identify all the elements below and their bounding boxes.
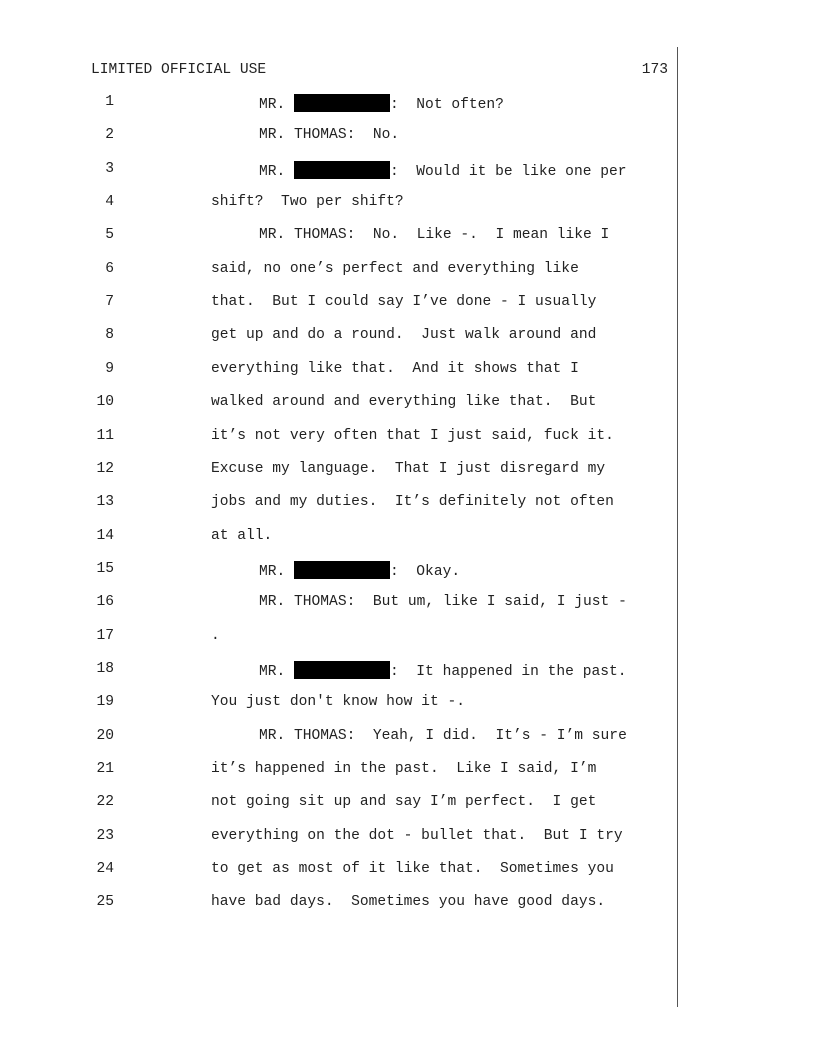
line-text-segment: not going sit up and say I’m perfect. I get	[211, 794, 597, 811]
line-number: 13	[96, 494, 114, 511]
redaction-block	[294, 561, 390, 579]
transcript-line	[0, 428, 676, 448]
line-number: 8	[105, 327, 114, 344]
transcript-line	[0, 461, 676, 481]
line-text-segment: have bad days. Sometimes you have good days.	[211, 894, 606, 911]
right-margin-rule	[677, 47, 678, 1007]
transcript-line	[0, 561, 676, 581]
line-number: 20	[96, 727, 114, 744]
line-text	[211, 261, 579, 277]
line-text-segment: .	[211, 627, 220, 644]
line-number: 7	[105, 294, 114, 311]
line-number: 5	[105, 227, 114, 244]
transcript-line	[0, 528, 676, 548]
line-text-segment: it’s not very often that I just said, fuck it.	[211, 427, 614, 444]
transcript-line	[0, 828, 676, 848]
line-text-segment: said, no one’s perfect and everything like	[211, 260, 579, 277]
line-text-segment: everything like that. And it shows that I	[211, 360, 579, 377]
line-text-segment: to get as most of it like that. Sometimes you	[211, 861, 614, 878]
line-text	[259, 227, 609, 243]
line-number: 3	[105, 160, 114, 177]
transcript-line	[0, 661, 676, 681]
redaction-block	[294, 161, 390, 179]
line-text-segment: walked around and everything like that. But	[211, 394, 597, 411]
line-text	[211, 761, 596, 777]
transcript-line	[0, 894, 676, 914]
line-number: 17	[96, 627, 114, 644]
line-number: 10	[96, 394, 114, 411]
line-number: 11	[96, 427, 114, 444]
line-text	[211, 194, 404, 210]
line-number: 23	[96, 827, 114, 844]
line-text	[211, 794, 596, 810]
line-text-segment: everything on the dot - bullet that. But I try	[211, 827, 623, 844]
redaction-block	[294, 661, 390, 679]
transcript-line	[0, 794, 676, 814]
transcript-line	[0, 694, 676, 714]
line-text-segment: : Okay.	[390, 563, 461, 580]
line-text-segment: You just don't know how it -.	[211, 694, 465, 711]
line-text-segment: it’s happened in the past. Like I said, I’m	[211, 761, 597, 777]
line-text	[211, 861, 614, 877]
transcript-line	[0, 194, 676, 214]
transcript-line	[0, 94, 676, 114]
line-number: 24	[96, 861, 114, 878]
line-text	[211, 628, 220, 644]
line-number: 16	[96, 594, 114, 611]
line-text-segment: MR. THOMAS: But um, like I said, I just -	[259, 594, 627, 611]
line-text-segment: Excuse my language. That I just disregard my	[211, 460, 606, 477]
transcript-line	[0, 494, 676, 514]
transcript-line	[0, 327, 676, 347]
line-text-segment: that. But I could say I’ve done - I usually	[211, 294, 597, 311]
line-number: 21	[96, 761, 114, 777]
line-number: 1	[105, 94, 114, 110]
transcript-line	[0, 394, 676, 414]
line-text	[211, 528, 272, 544]
line-text	[259, 728, 627, 744]
line-text	[211, 828, 623, 844]
line-text-segment: : Not often?	[390, 97, 504, 113]
line-text	[211, 894, 605, 910]
transcript-line	[0, 161, 676, 181]
line-text-segment: : Would it be like one per	[390, 163, 627, 180]
page-number: 173	[641, 62, 668, 78]
transcript-line	[0, 127, 676, 147]
line-number: 22	[96, 794, 114, 811]
line-text	[259, 127, 399, 143]
line-text	[211, 694, 465, 710]
line-number: 12	[96, 460, 114, 477]
line-text-segment: shift? Two per shift?	[211, 194, 404, 211]
line-text	[211, 327, 596, 343]
line-number: 6	[105, 260, 114, 277]
transcript-line	[0, 294, 676, 314]
line-text-segment: MR.	[259, 663, 295, 680]
line-text	[259, 661, 627, 680]
line-number: 18	[96, 660, 114, 677]
line-text-segment: at all.	[211, 527, 273, 544]
line-number: 19	[96, 694, 114, 711]
line-text-segment: : It happened in the past.	[390, 663, 627, 680]
transcript-line	[0, 361, 676, 381]
line-text	[211, 361, 579, 377]
line-text-segment: MR. THOMAS: No. Like -. I mean like I	[259, 227, 610, 244]
line-text-segment: MR.	[259, 163, 295, 180]
line-text-segment: MR.	[259, 97, 295, 113]
classification-header: LIMITED OFFICIAL USE	[91, 62, 267, 78]
line-text	[211, 294, 596, 310]
line-text-segment: jobs and my duties. It’s definitely not often	[211, 494, 614, 511]
line-number: 2	[105, 127, 114, 144]
transcript-line	[0, 761, 676, 781]
transcript-line	[0, 594, 676, 614]
line-text-segment: MR. THOMAS: No.	[259, 127, 400, 144]
line-text-segment: get up and do a round. Just walk around and	[211, 327, 597, 344]
line-text	[211, 428, 614, 444]
redaction-block	[294, 94, 390, 112]
line-text	[259, 561, 460, 580]
transcript-line	[0, 628, 676, 648]
line-number: 25	[96, 894, 114, 911]
line-text	[259, 594, 627, 610]
transcript-line	[0, 728, 676, 748]
line-text-segment: MR. THOMAS: Yeah, I did. It’s - I’m sure	[259, 727, 627, 744]
line-text	[211, 461, 605, 477]
line-number: 15	[96, 560, 114, 577]
transcript-line	[0, 861, 676, 881]
transcript-line	[0, 227, 676, 247]
line-number: 4	[105, 194, 114, 211]
line-text	[259, 161, 627, 180]
line-number: 14	[96, 527, 114, 544]
line-text	[211, 394, 596, 410]
line-text	[259, 94, 504, 113]
line-text-segment: MR.	[259, 563, 295, 580]
transcript-line	[0, 261, 676, 281]
line-number: 9	[105, 360, 114, 377]
line-text	[211, 494, 614, 510]
